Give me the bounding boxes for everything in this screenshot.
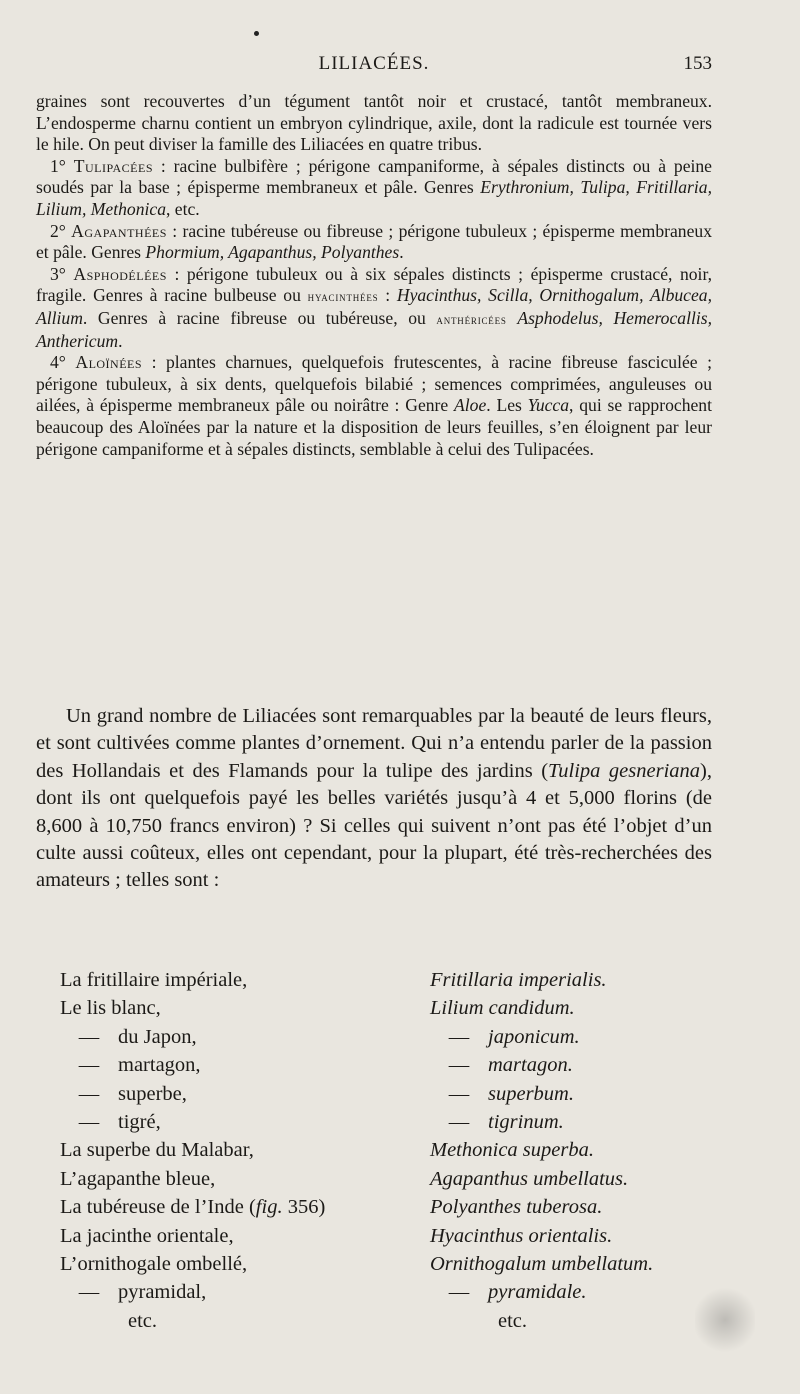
common-name <box>60 1136 430 1164</box>
latin-name-text: japonicum. <box>488 1025 580 1048</box>
tribe-number: 4° <box>50 352 76 373</box>
common-name <box>60 1080 430 1108</box>
latin-name-text: superbum. <box>488 1082 574 1105</box>
common-name <box>60 1051 430 1079</box>
tribe-text: , etc. <box>166 198 200 219</box>
species-row <box>60 1051 720 1079</box>
latin-name-text: Methonica superba. <box>430 1139 594 1162</box>
tribe-italic: Yucca <box>527 395 570 416</box>
common-name <box>60 1307 430 1335</box>
tribe-number: 2° <box>50 220 72 241</box>
main-italic: Tulipa gesneriana <box>548 759 701 782</box>
common-name <box>60 994 430 1022</box>
common-name <box>60 1165 430 1193</box>
ditto-dash: — <box>448 1054 470 1077</box>
common-name-text: L’ornithogale ombellé, <box>60 1252 248 1275</box>
latin-name <box>430 1193 720 1221</box>
ditto-dash: — <box>448 1025 470 1048</box>
species-row <box>60 1278 720 1306</box>
common-name-text: L’agapanthe bleue, <box>60 1167 216 1190</box>
common-name-text: La fritillaire impériale, <box>60 969 248 991</box>
latin-name <box>430 1023 720 1051</box>
tribe-italic: Aloe <box>454 395 487 416</box>
ditto-dash: — <box>78 1281 100 1304</box>
ditto-dash: — <box>78 1025 100 1048</box>
tribe-paragraph <box>36 264 712 352</box>
common-name <box>60 1023 430 1051</box>
tribe-smallcaps: hyacinthées <box>307 289 379 305</box>
tribe-text: . Genres à racine fibreuse ou tubéreuse, ou <box>82 307 437 328</box>
ditto-dash: — <box>78 1054 100 1077</box>
species-list <box>60 966 720 1335</box>
tribe-text: . <box>399 242 404 263</box>
latin-name <box>430 994 720 1022</box>
ditto-dash: — <box>78 1110 100 1133</box>
common-name <box>60 1193 430 1221</box>
species-row <box>60 1023 720 1051</box>
latin-name-text: Agapanthus umbellatus. <box>430 1167 629 1190</box>
ink-dot <box>254 31 259 36</box>
latin-name <box>430 1222 720 1250</box>
tribe-text: : périgone tubuleux ou à six sépales distincts ; épisperme crustacé, noir, fragile. Genres à racine bulbeuse ou <box>36 263 712 306</box>
running-title: LILIACÉES. <box>318 53 430 74</box>
tribe-name: Aloïnées <box>75 352 143 373</box>
species-row <box>60 1080 720 1108</box>
latin-name-text: Hyacinthus orientalis. <box>430 1224 613 1247</box>
latin-name <box>430 1278 720 1306</box>
latin-name-text: martagon. <box>488 1054 573 1077</box>
species-row <box>60 1136 720 1164</box>
latin-name <box>430 1307 720 1335</box>
latin-name <box>430 1108 720 1136</box>
figure-ref: fig. <box>255 1196 283 1219</box>
ditto-dash: — <box>448 1110 470 1133</box>
tribes-list <box>36 156 712 460</box>
common-name-text: etc. <box>128 1309 158 1332</box>
common-name-text: La jacinthe orientale, <box>60 1224 234 1247</box>
latin-name <box>430 1080 720 1108</box>
species-row <box>60 994 720 1022</box>
species-row <box>60 1193 720 1221</box>
tribe-text: : plantes charnues, quelquefois frutescentes, à racine fibreuse fasciculée ; périgone tubuleux, à six dents, quelquefois bilabié ; semences comprimées, anguleuses ou ailées, à épisperme membraneux pâle ou noirâtre : Genre <box>36 352 712 416</box>
latin-name-text: Lilium candidum. <box>430 997 575 1020</box>
page-header <box>36 53 712 83</box>
common-name-text: tigré, <box>118 1110 161 1133</box>
common-name <box>60 1108 430 1136</box>
tribe-text: , qui se rapprochent beaucoup des Aloïnées par la nature et la disposition de leurs feuilles, s’en éloignent par leur périgone campaniforme et à sépales distincts, semblable à celui des Tulipacées. <box>36 395 712 459</box>
tribe-italic: Asphodelus, Hemerocallis, Anthericum <box>36 307 712 351</box>
latin-name <box>430 1136 720 1164</box>
latin-name <box>430 1165 720 1193</box>
tribe-name: Agapanthées <box>71 220 167 241</box>
common-name-text: Le lis blanc, <box>60 997 161 1020</box>
species-row <box>60 1108 720 1136</box>
latin-name <box>430 1250 720 1278</box>
common-name-text: pyramidal, <box>118 1281 207 1304</box>
page-number: 153 <box>683 53 712 74</box>
tribes-section <box>36 91 712 460</box>
main-section <box>36 703 712 895</box>
tribe-paragraph <box>36 156 712 221</box>
species-row <box>60 1222 720 1250</box>
page-stain <box>695 1285 755 1355</box>
common-name-text: La superbe du Malabar, <box>60 1139 254 1162</box>
common-name <box>60 1222 430 1250</box>
latin-name-text: Ornithogalum umbellatum. <box>430 1252 654 1275</box>
tribe-text: : racine bulbifère ; périgone campaniforme, à sépales distincts ou à peine soudés par la base ; épisperme membraneux et pâle. Genres <box>36 155 712 198</box>
main-paragraph <box>36 703 712 895</box>
tribe-paragraph <box>36 221 712 264</box>
common-name-text: martagon, <box>118 1054 201 1077</box>
common-name <box>60 966 430 994</box>
tribe-italic: Hyacinthus, Scilla, Ornithogalum, Albucea, Allium <box>36 285 712 328</box>
tribe-smallcaps: anthéricées <box>436 311 507 327</box>
tribe-number: 3° <box>50 263 74 284</box>
latin-name-text: pyramidale. <box>488 1281 587 1304</box>
species-row <box>60 1250 720 1278</box>
tribe-number: 1° <box>50 155 74 176</box>
ditto-dash: — <box>448 1082 470 1105</box>
intro-paragraph: graines sont recouvertes d’un tégument tantôt noir et crustacé, tantôt membraneux. L’endosperme charnu contient un embryon cylindrique, axile, dont la radicule est tournée vers le hile. On peut diviser la famille des Liliacées en quatre tribus. <box>36 91 712 155</box>
latin-name <box>430 1051 720 1079</box>
species-row <box>60 1165 720 1193</box>
common-name-text: du Japon, <box>118 1025 197 1048</box>
tribe-text <box>507 308 518 328</box>
tribe-paragraph <box>36 352 712 460</box>
ditto-dash: — <box>78 1082 100 1105</box>
tribe-name: Asphodélées <box>73 263 167 284</box>
tribe-text: : <box>378 285 397 306</box>
tribe-name: Tulipacées <box>73 155 154 176</box>
figure-number: 356) <box>282 1196 326 1219</box>
species-row <box>60 966 720 994</box>
latin-name <box>430 966 720 994</box>
common-name-text: La tubéreuse de l’Inde ( <box>60 1196 256 1219</box>
common-name-text: superbe, <box>118 1082 187 1105</box>
tribe-text: : racine tubéreuse ou fibreuse ; périgone tubuleux ; épisperme membraneux et pâle. Genres <box>36 220 713 263</box>
main-text: Un grand nombre de Liliacées sont remarquables par la beauté de leurs fleurs, et sont cultivées comme plantes d’ornement. Qui n’a entendu parler de la passion des Hollandais et des Flamands pour la tulipe des jardins ( <box>36 705 712 782</box>
species-row <box>60 1307 720 1335</box>
main-text: ), dont ils ont quelquefois payé les belles variétés jusqu’à 4 et 5,000 florins (de 8,600 à 10,750 francs environ) ? Si celles qui suivent n’ont pas été l’objet d’un culte aussi coûteux, elles ont cependant, pour la plupart, été très-recherchées des amateurs ; telles sont : <box>36 759 712 892</box>
latin-name-text: etc. <box>498 1309 528 1332</box>
tribe-italic: Erythronium, Tulipa, Fritillaria, Lilium, Methonica <box>36 177 712 219</box>
ditto-dash: — <box>448 1281 470 1304</box>
tribe-text: . <box>118 330 123 351</box>
latin-name-text: tigrinum. <box>488 1110 564 1133</box>
tribe-text: . Les <box>486 395 528 416</box>
common-name <box>60 1250 430 1278</box>
latin-name-text: Fritillaria imperialis. <box>430 969 607 991</box>
common-name <box>60 1278 430 1306</box>
tribe-italic: Phormium, Agapanthus, Polyanthes <box>145 242 400 263</box>
latin-name-text: Polyanthes tuberosa. <box>430 1196 603 1219</box>
